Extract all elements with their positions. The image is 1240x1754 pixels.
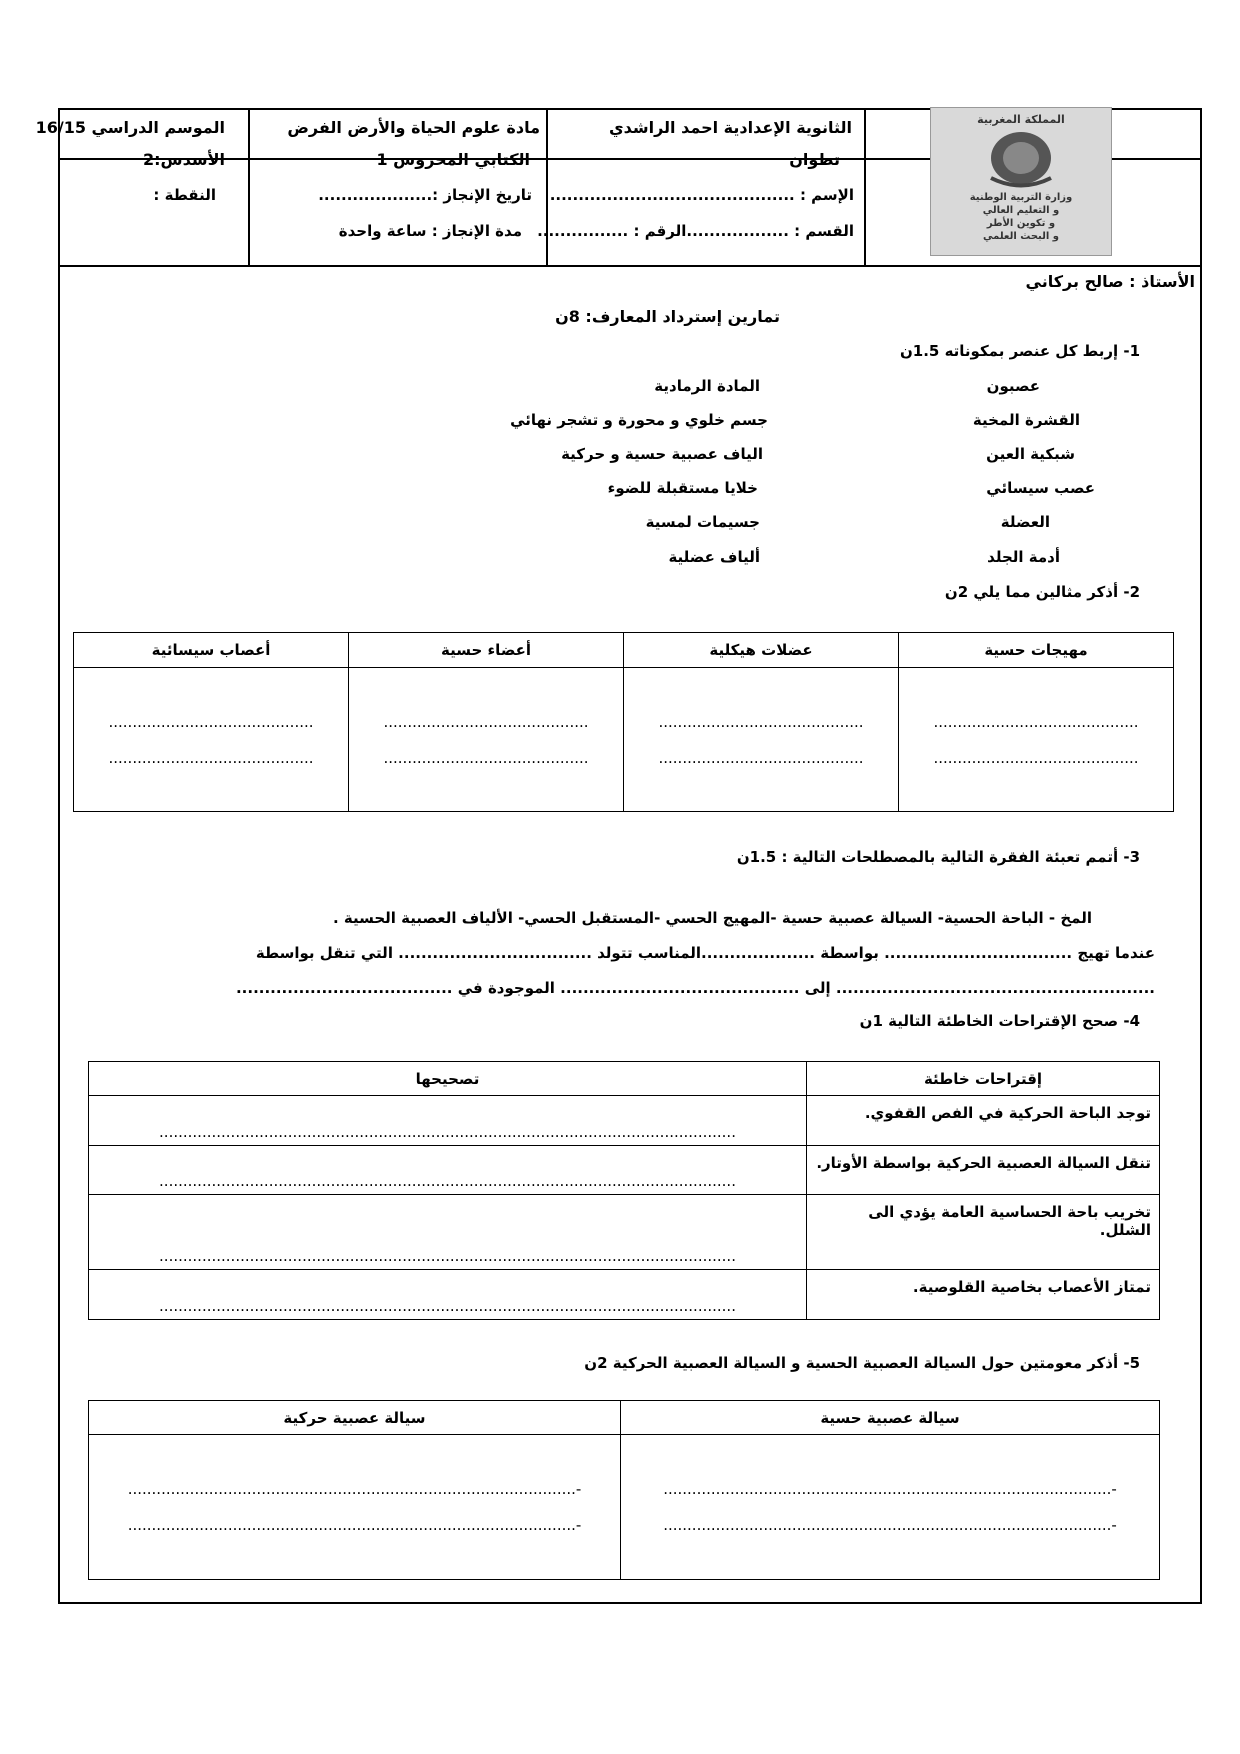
q5-header: سيالة عصبية حركية (89, 1401, 621, 1435)
class-field[interactable]: القسم : ..................الرقم : ................ (537, 222, 854, 240)
name-field[interactable]: الإسم : ........................................... (549, 186, 854, 204)
q3-line2[interactable]: ........................................................ إلى .......................................... الموجودة في ...................................... (235, 979, 1155, 997)
q2-table (73, 632, 1174, 812)
q4-statement: تنقل السيالة العصبية الحركية بواسطة الأوتار. (807, 1145, 1160, 1195)
q3-line1[interactable]: عندما تهيج ................................. بواسطة ....................المناسب تتولد .................................. التي تنقل بواسطة (255, 944, 1155, 962)
q1-left-item: عصبون (986, 377, 1040, 395)
q2-header: عضلات هيكلية (624, 633, 899, 668)
q1-title: 1- إربط كل عنصر بمكوناته 1.5ن (899, 342, 1140, 360)
q4-statement: تخريب باحة الحساسية العامة يؤدي الى الشلل. (807, 1195, 1160, 1270)
kingdom-name: المملكة المغربية (977, 113, 1065, 126)
q2-header: أعضاء حسية (349, 633, 624, 668)
q4-statement: تمتاز الأعصاب بخاصية القلوصية. (807, 1270, 1160, 1320)
ministry-lines: وزارة التربية الوطنية و التعليم العالي و تكوين الأطر و البحث العلمي (969, 192, 1073, 242)
q1-right-item: المادة الرمادية (654, 377, 760, 395)
q2-header: مهيجات حسية (899, 633, 1174, 668)
q1-left-item: القشرة المخية (972, 411, 1080, 429)
q2-answer-cell[interactable]: ........................................... ........................................... (74, 668, 349, 812)
q1-left-item: شبكية العين (986, 445, 1075, 463)
city-name: تطوان (789, 150, 840, 169)
q4-header: إقتراحات خاطئة (807, 1062, 1160, 1096)
teacher-name: الأستاذ : صالح بركاني (1025, 272, 1195, 291)
subject-line2: الكتابي المحروس 1 (376, 150, 530, 169)
q4-correction-cell[interactable]: ......................................................................................................................... (89, 1270, 807, 1320)
q2-header: أعصاب سيسائية (74, 633, 349, 668)
q5-answer-cell[interactable]: -.............................................................................................. -.............................................................................................. (89, 1435, 621, 1580)
q2-answer-cell[interactable]: ........................................... ........................................... (349, 668, 624, 812)
q2-title: 2- أذكر مثالين مما يلي 2ن (944, 583, 1140, 601)
header-bottom (60, 265, 1200, 267)
q1-right-item: ألياف عضلية (668, 548, 760, 566)
q1-right-item: جسم خلوي و محورة و تشجر نهائي (510, 411, 768, 429)
q1-left-item: العضلة (1000, 513, 1050, 531)
season: الموسم الدراسي 16/15 (35, 118, 225, 137)
ministry-emblem (930, 107, 1112, 256)
date-field[interactable]: تاريخ الإنجاز :.................... (318, 186, 532, 204)
q4-title: 4- صحح الإقتراحات الخاطئة التالية 1ن (859, 1012, 1140, 1030)
q2-answer-cell[interactable]: ........................................... ........................................... (624, 668, 899, 812)
semester: الأسدس:2 (143, 150, 225, 169)
q1-left-item: أدمة الجلد (987, 548, 1060, 566)
q1-right-item: خلايا مستقبلة للضوء (607, 479, 758, 497)
q5-answer-cell[interactable]: -.............................................................................................. -.............................................................................................. (621, 1435, 1160, 1580)
q5-header: سيالة عصبية حسية (621, 1401, 1160, 1435)
q4-correction-cell[interactable]: ......................................................................................................................... (89, 1195, 807, 1270)
grade-field: النقطة : (153, 186, 216, 204)
q4-statement: توجد الباحة الحركية في الفص القفوي. (807, 1096, 1160, 1146)
duration-label: مدة الإنجاز : ساعة واحدة (338, 222, 522, 240)
q4-table (88, 1061, 1160, 1320)
section-title: تمارين إسترداد المعارف: 8ن (555, 307, 780, 326)
subject-line1: مادة علوم الحياة والأرض الفرض (287, 118, 540, 137)
q1-right-item: جسيمات لمسية (645, 513, 760, 531)
q4-correction-cell[interactable]: ......................................................................................................................... (89, 1145, 807, 1195)
q3-terms: المخ - الباحة الحسية- السيالة عصبية حسية -المهيج الحسي -المستقبل الحسي- الألياف العصبية الحسية . (332, 909, 1092, 927)
q3-title: 3- أتمم تعبئة الفقرة التالية بالمصطلحات التالية : 1.5ن (736, 848, 1140, 866)
q4-header: تصحيحها (89, 1062, 807, 1096)
q2-answer-cell[interactable]: ........................................... ........................................... (899, 668, 1174, 812)
q1-right-item: الياف عصبية حسية و حركية (561, 445, 763, 463)
school-name: الثانوية الإعدادية احمد الراشدي (608, 118, 852, 137)
q1-left-item: عصب سيسائي (986, 479, 1095, 497)
q5-title: 5- أذكر معومتين حول السيالة العصبية الحسية و السيالة العصبية الحركية 2ن (584, 1354, 1140, 1372)
q4-correction-cell[interactable]: ......................................................................................................................... (89, 1096, 807, 1146)
q5-table (88, 1400, 1160, 1580)
